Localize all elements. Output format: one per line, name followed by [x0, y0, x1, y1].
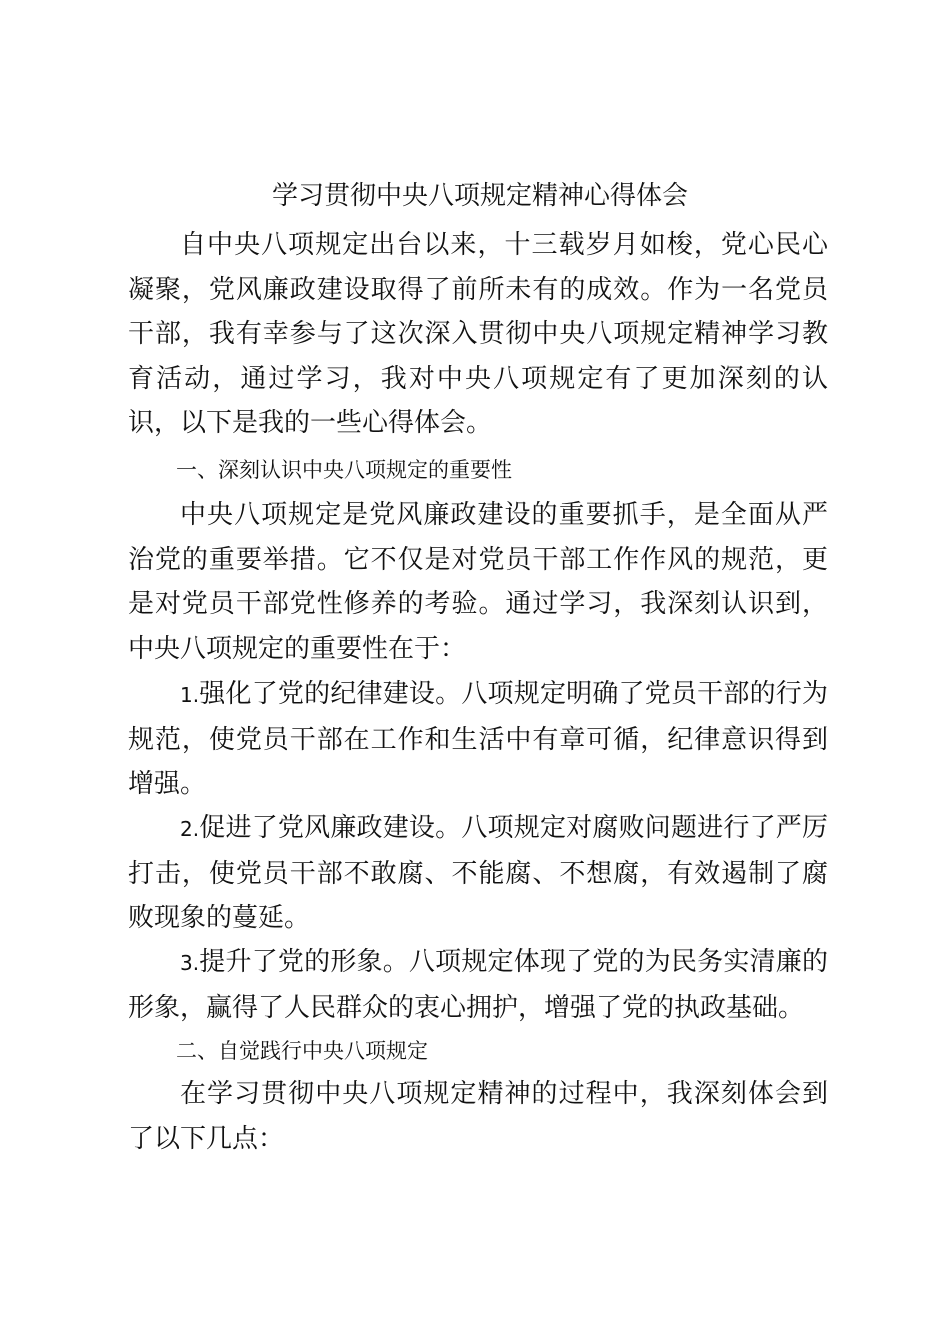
intro-paragraph: 自中央八项规定出台以来，十三载岁月如梭，党心民心凝聚，党风廉政建设取得了前所未有的成效。作为一名党员干部，我有幸参与了这次深入贯彻中央八项规定精神学习教育活动，通过学习，我对中央八项规定有了更加深刻的认识，以下是我的一些心得体会。: [128, 230, 828, 438]
list-item-1: [128, 672, 828, 807]
list-item-2: [128, 806, 828, 941]
section-1-body: 中央八项规定是党风廉政建设的重要抓手，是全面从严治党的重要举措。它不仅是对党员干部工作作风的规范，更是对党员干部党性修养的考验。通过学习，我深刻认识到，中央八项规定的重要性在于：: [128, 500, 828, 664]
section-1-heading: 一、深刻认识中央八项规定的重要性: [176, 458, 512, 482]
list-item-number: 3.: [180, 951, 200, 975]
document-title: 学习贯彻中央八项规定精神心得体会: [271, 181, 688, 211]
list-item-3: [128, 940, 828, 1030]
section-2-body: 在学习贯彻中央八项规定精神的过程中，我深刻体会到了以下几点：: [128, 1079, 828, 1154]
list-item-number: 2.: [180, 817, 200, 841]
section-2-heading: 二、自觉践行中央八项规定: [176, 1039, 428, 1063]
list-item-text: 促进了党风廉政建设。八项规定对腐败问题进行了严厉打击，使党员干部不敢腐、不能腐、不想腐，有效遏制了腐败现象的蔓延。: [128, 813, 828, 933]
list-item-number: 1.: [180, 683, 200, 707]
list-item-text: 提升了党的形象。八项规定体现了党的为民务实清廉的形象，赢得了人民群众的衷心拥护，增强了党的执政基础。: [128, 947, 828, 1023]
list-item-text: 强化了党的纪律建设。八项规定明确了党员干部的行为规范，使党员干部在工作和生活中有章可循，纪律意识得到增强。: [128, 679, 828, 799]
